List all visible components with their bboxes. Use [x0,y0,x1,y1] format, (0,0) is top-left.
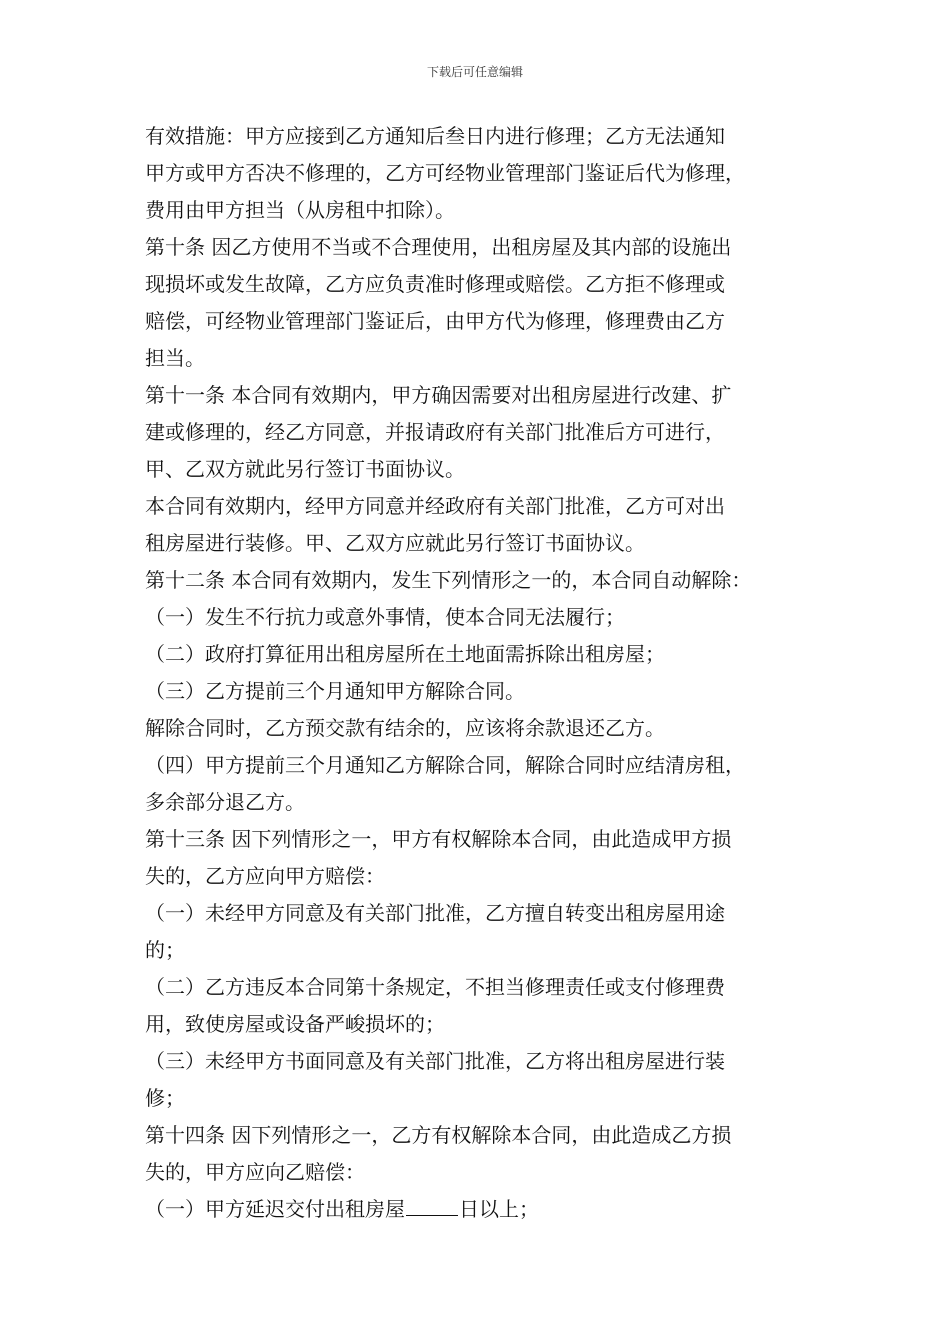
paragraph-line: 解除合同时，乙方预交款有结余的，应该将余款退还乙方。 [145,716,665,740]
paragraph-line: 修； [145,1086,185,1110]
paragraph-line: 有效措施：甲方应接到乙方通知后叁日内进行修理；乙方无法通知 [145,124,725,148]
paragraph-line: 第十四条 因下列情形之一，乙方有权解除本合同，由此造成乙方损 [145,1123,732,1147]
paragraph-line: （二）乙方违反本合同第十条规定，不担当修理责任或支付修理费 [145,975,725,999]
paragraph-line: 甲、乙双方就此另行签订书面协议。 [145,457,465,481]
fill-in-blank [406,1193,458,1216]
paragraph-line: （三）乙方提前三个月通知甲方解除合同。 [145,679,525,703]
paragraph-line: （四）甲方提前三个月通知乙方解除合同，解除合同时应结清房租， [145,753,745,777]
paragraph-line: 建或修理的，经乙方同意，并报请政府有关部门批准后方可进行， [145,420,725,444]
paragraph-line: 用，致使房屋或设备严峻损坏的； [145,1012,445,1036]
paragraph-line: （三）未经甲方书面同意及有关部门批准，乙方将出租房屋进行装 [145,1049,725,1073]
paragraph-line: 第十一条 本合同有效期内，甲方确因需要对出租房屋进行改建、扩 [145,383,732,407]
paragraph-line: （二）政府打算征用出租房屋所在土地面需拆除出租房屋； [145,642,665,666]
paragraph-line: 第十条 因乙方使用不当或不合理使用，出租房屋及其内部的设施出 [145,235,732,259]
paragraph-line: 的； [145,938,185,962]
paragraph-line: 第十二条 本合同有效期内，发生下列情形之一的，本合同自动解除： [145,568,752,592]
paragraph-line: 第十三条 因下列情形之一，甲方有权解除本合同，由此造成甲方损 [145,827,732,851]
paragraph-line: 本合同有效期内，经甲方同意并经政府有关部门批准，乙方可对出 [145,494,725,518]
paragraph-line: 甲方或甲方否决不修理的，乙方可经物业管理部门鉴证后代为修理， [145,161,745,185]
paragraph-line: （一）未经甲方同意及有关部门批准，乙方擅自转变出租房屋用途 [145,901,725,925]
paragraph-line-with-blank [145,1191,807,1228]
paragraph-line: 多余部分退乙方。 [145,790,305,814]
paragraph-line: 赔偿，可经物业管理部门鉴证后，由甲方代为修理，修理费由乙方 [145,309,725,333]
paragraph-line: 租房屋进行装修。甲、乙双方应就此另行签订书面协议。 [145,531,645,555]
clause-text-before-blank: （一）甲方延迟交付出租房屋 [145,1197,405,1221]
paragraph-line: 现损坏或发生故障，乙方应负责准时修理或赔偿。乙方拒不修理或 [145,272,725,296]
contract-body [145,118,807,1228]
paragraph-line: 费用由甲方担当（从房租中扣除）。 [145,198,455,222]
paragraph-line: 失的，乙方应向甲方赔偿： [145,864,385,888]
paragraph-line: 担当。 [145,346,205,370]
clause-text-after-blank: 日以上； [459,1197,539,1221]
paragraph-line: （一）发生不行抗力或意外事情，使本合同无法履行； [145,605,625,629]
page-header-note: 下载后可任意编辑 [426,65,523,79]
paragraph-line: 失的，甲方应向乙赔偿： [145,1160,365,1184]
